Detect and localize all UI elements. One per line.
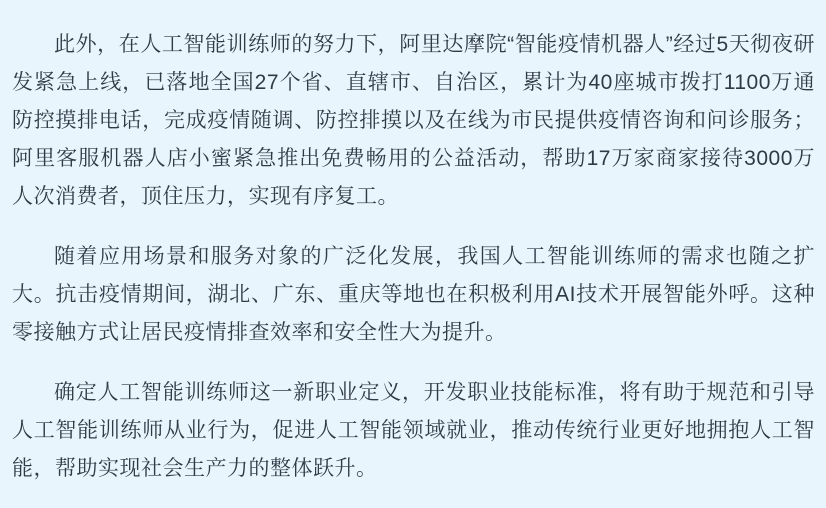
paragraph-3: 确定人工智能训练师这一新职业定义，开发职业技能标准，将有助于规范和引导人工智能训练师从业行为，促进人工智能领域就业，推动传统行业更好地拥抱人工智能，帮助实现社会生产力的整体跃升。 <box>12 381 815 480</box>
paragraph-2: 随着应用场景和服务对象的广泛化发展，我国人工智能训练师的需求也随之扩大。抗击疫情期间，湖北、广东、重庆等地也在积极利用AI技术开展智能外呼。这种零接触方式让居民疫情排查效率和安全性大为提升。 <box>12 245 815 344</box>
paragraph-1: 此外，在人工智能训练师的努力下，阿里达摩院“智能疫情机器人”经过5天彻夜研发紧急上线，已落地全国27个省、直辖市、自治区，累计为40座城市拨打1100万通防控摸排电话，完成疫情随调、防控排摸以及在线为市民提供疫情咨询和问诊服务；阿里客服机器人店小蜜紧急推出免费畅用的公益活动，帮助17万家商家接待3000万人次消费者，顶住压力，实现有序复工。 <box>12 33 815 208</box>
article-body <box>12 26 815 488</box>
